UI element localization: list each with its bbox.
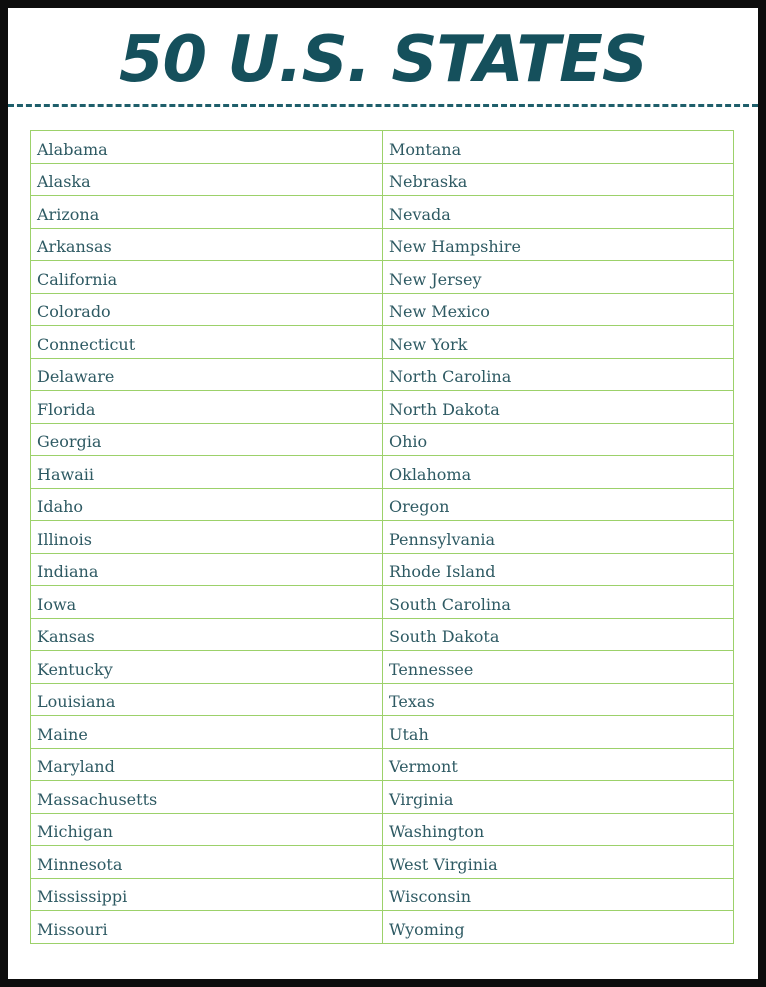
- state-name-cell: North Carolina: [383, 358, 734, 391]
- state-name-cell: Vermont: [383, 748, 734, 781]
- state-name-cell: Kentucky: [31, 651, 383, 684]
- dashed-divider: [8, 104, 758, 107]
- state-name-cell: Colorado: [31, 293, 383, 326]
- table-row: [31, 586, 734, 619]
- state-name-cell: Michigan: [31, 813, 383, 846]
- state-name-cell: Iowa: [31, 586, 383, 619]
- states-table-body: [31, 131, 734, 944]
- table-row: [31, 651, 734, 684]
- state-name-cell: Arkansas: [31, 228, 383, 261]
- state-name-cell: Massachusetts: [31, 781, 383, 814]
- state-name-cell: New Hampshire: [383, 228, 734, 261]
- table-row: [31, 163, 734, 196]
- state-name-cell: Nevada: [383, 196, 734, 229]
- state-name-cell: Alabama: [31, 131, 383, 164]
- state-name-cell: Louisiana: [31, 683, 383, 716]
- table-row: [31, 716, 734, 749]
- state-name-cell: New Mexico: [383, 293, 734, 326]
- table-row: [31, 521, 734, 554]
- state-name-cell: North Dakota: [383, 391, 734, 424]
- table-row: [31, 196, 734, 229]
- state-name-cell: Illinois: [31, 521, 383, 554]
- state-name-cell: Wisconsin: [383, 878, 734, 911]
- table-row: [31, 131, 734, 164]
- table-row: [31, 326, 734, 359]
- state-name-cell: West Virginia: [383, 846, 734, 879]
- state-name-cell: Kansas: [31, 618, 383, 651]
- state-name-cell: New York: [383, 326, 734, 359]
- state-name-cell: Texas: [383, 683, 734, 716]
- state-name-cell: Virginia: [383, 781, 734, 814]
- state-name-cell: Hawaii: [31, 456, 383, 489]
- state-name-cell: Maryland: [31, 748, 383, 781]
- page-title: 50 U.S. STATES: [119, 23, 647, 97]
- table-row: [31, 423, 734, 456]
- state-name-cell: New Jersey: [383, 261, 734, 294]
- state-name-cell: Oklahoma: [383, 456, 734, 489]
- table-row: [31, 748, 734, 781]
- state-name-cell: Delaware: [31, 358, 383, 391]
- state-name-cell: Montana: [383, 131, 734, 164]
- state-name-cell: Missouri: [31, 911, 383, 944]
- table-row: [31, 878, 734, 911]
- state-name-cell: Arizona: [31, 196, 383, 229]
- state-name-cell: Florida: [31, 391, 383, 424]
- table-row: [31, 488, 734, 521]
- state-name-cell: South Dakota: [383, 618, 734, 651]
- table-row: [31, 391, 734, 424]
- states-table: [30, 130, 734, 944]
- state-name-cell: Utah: [383, 716, 734, 749]
- state-name-cell: Washington: [383, 813, 734, 846]
- state-name-cell: Maine: [31, 716, 383, 749]
- state-name-cell: South Carolina: [383, 586, 734, 619]
- table-row: [31, 261, 734, 294]
- state-name-cell: California: [31, 261, 383, 294]
- state-name-cell: Tennessee: [383, 651, 734, 684]
- document-page: [8, 8, 758, 979]
- table-row: [31, 553, 734, 586]
- table-row: [31, 683, 734, 716]
- state-name-cell: Wyoming: [383, 911, 734, 944]
- table-row: [31, 618, 734, 651]
- table-row: [31, 813, 734, 846]
- state-name-cell: Oregon: [383, 488, 734, 521]
- table-row: [31, 911, 734, 944]
- state-name-cell: Ohio: [383, 423, 734, 456]
- state-name-cell: Connecticut: [31, 326, 383, 359]
- state-name-cell: Rhode Island: [383, 553, 734, 586]
- table-row: [31, 293, 734, 326]
- state-name-cell: Georgia: [31, 423, 383, 456]
- state-name-cell: Indiana: [31, 553, 383, 586]
- table-row: [31, 456, 734, 489]
- state-name-cell: Minnesota: [31, 846, 383, 879]
- table-row: [31, 846, 734, 879]
- state-name-cell: Pennsylvania: [383, 521, 734, 554]
- state-name-cell: Nebraska: [383, 163, 734, 196]
- table-row: [31, 228, 734, 261]
- state-name-cell: Mississippi: [31, 878, 383, 911]
- table-row: [31, 358, 734, 391]
- state-name-cell: Idaho: [31, 488, 383, 521]
- table-row: [31, 781, 734, 814]
- state-name-cell: Alaska: [31, 163, 383, 196]
